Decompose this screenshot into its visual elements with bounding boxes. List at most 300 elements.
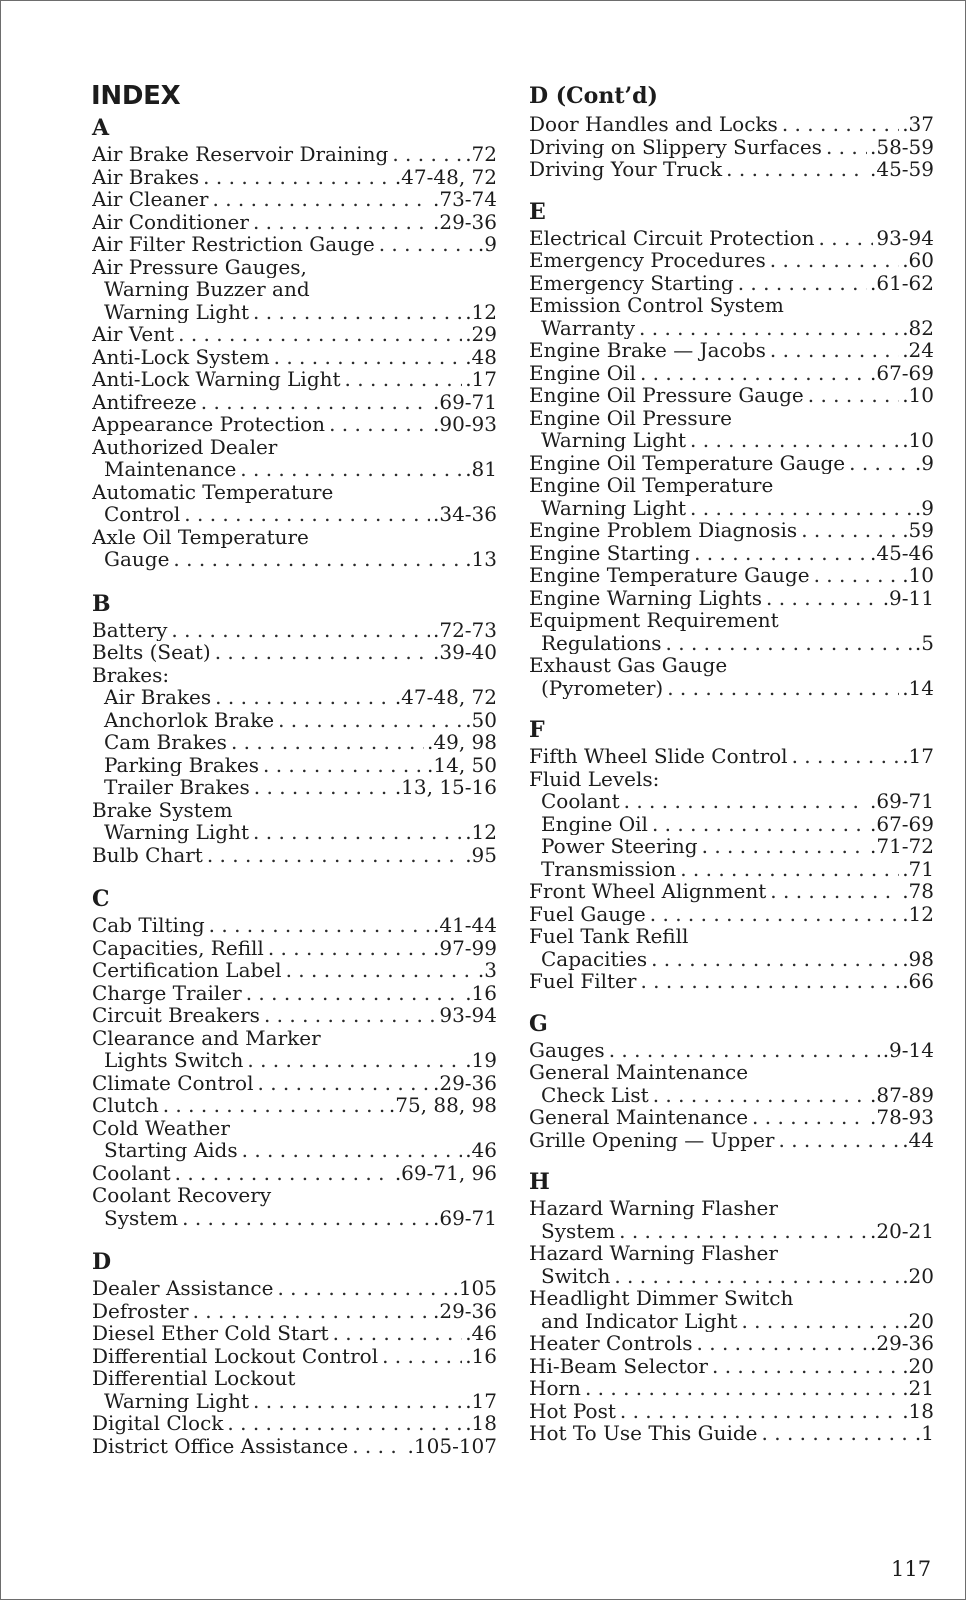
entry-page-ref: .20 <box>902 1264 934 1287</box>
dot-leader <box>680 858 899 881</box>
entry-term: Air Filter Restriction Gauge <box>92 233 375 256</box>
entry-page-ref: .13, 15-16 <box>394 776 497 799</box>
entry-term: Differential Lockout <box>92 1367 296 1390</box>
dot-leader <box>333 1322 463 1345</box>
entry-term: Gauges <box>529 1038 605 1061</box>
index-entry <box>92 959 497 982</box>
entry-term: Authorized Dealer <box>92 435 278 458</box>
entry-page-ref: .12 <box>902 902 934 925</box>
entry-page-ref: .9-14 <box>882 1038 934 1061</box>
dot-leader <box>209 914 430 937</box>
index-entry <box>529 790 934 813</box>
index-entry <box>529 677 934 700</box>
entry-page-ref: .50 <box>465 708 497 731</box>
entry-term: Bulb Chart <box>92 843 203 866</box>
entry-page-ref: .69-71 <box>869 790 934 813</box>
dot-leader <box>690 429 899 452</box>
entry-term: Power Steering <box>541 835 698 858</box>
index-entry <box>529 339 934 362</box>
entry-term: Parking Brakes <box>104 753 259 776</box>
index-entry <box>529 1377 934 1400</box>
entry-term: Engine Oil Pressure Gauge <box>529 384 804 407</box>
dot-leader <box>770 339 899 362</box>
entry-page-ref: .12 <box>465 821 497 844</box>
section-letter: H <box>529 1169 550 1195</box>
entry-page-ref: .29-36 <box>869 1332 934 1355</box>
entry-page-ref: .3 <box>477 959 497 982</box>
entry-term: Driving on Slippery Surfaces <box>529 135 822 158</box>
index-entry <box>529 632 934 655</box>
index-entry <box>529 609 934 632</box>
dot-leader <box>620 1400 899 1423</box>
entry-page-ref: .20-21 <box>869 1219 934 1242</box>
index-entry <box>529 158 934 181</box>
entry-term: Capacities <box>541 947 648 970</box>
entry-term: Engine Problem Diagnosis <box>529 519 798 542</box>
index-entry <box>529 1355 934 1378</box>
entry-term: Warning Buzzer and <box>104 278 310 301</box>
dot-leader <box>227 1412 462 1435</box>
entry-term: Cab Tilting <box>92 914 205 937</box>
dot-leader <box>652 813 867 836</box>
index-entry <box>529 1220 934 1243</box>
dot-leader <box>741 1310 899 1333</box>
entry-page-ref: .16 <box>465 981 497 1004</box>
dot-leader <box>178 323 462 346</box>
entry-term: Coolant Recovery <box>92 1184 272 1207</box>
entry-page-ref: .29 <box>465 323 497 346</box>
index-entry <box>529 654 934 677</box>
entry-term: Air Brakes <box>104 686 212 709</box>
entry-page-ref: .14 <box>902 676 934 699</box>
page-number: 117 <box>891 1557 932 1581</box>
dot-leader <box>826 136 867 159</box>
dot-leader <box>752 1106 867 1129</box>
dot-leader <box>801 519 899 542</box>
index-entry <box>92 664 497 687</box>
index-entry <box>529 1422 934 1445</box>
index-entry <box>92 1027 497 1050</box>
index-entry <box>92 391 497 414</box>
index-entry <box>92 1277 497 1300</box>
entry-term: Antifreeze <box>92 390 197 413</box>
entry-page-ref: .73-74 <box>432 188 497 211</box>
entry-term: Door Handles and Locks <box>529 113 778 136</box>
entry-term: Regulations <box>541 631 662 654</box>
entry-term: Gauge <box>104 548 170 571</box>
dot-leader <box>766 587 880 610</box>
entry-term: Dealer Assistance <box>92 1277 274 1300</box>
entry-page-ref: .13 <box>465 548 497 571</box>
index-entry <box>92 1435 497 1458</box>
index-entry <box>92 323 497 346</box>
index-entry <box>529 317 934 340</box>
entry-term: Warning Light <box>541 429 687 452</box>
entry-page-ref: .71-72 <box>869 835 934 858</box>
dot-leader <box>770 249 899 272</box>
section-letter: D (Cont’d) <box>529 83 658 109</box>
dot-leader <box>254 776 392 799</box>
entry-term: Emergency Procedures <box>529 249 766 272</box>
index-entry <box>92 143 497 166</box>
index-entry <box>529 1039 934 1062</box>
entry-page-ref: .24 <box>902 339 934 362</box>
entry-term: Engine Oil Temperature Gauge <box>529 451 846 474</box>
entry-term: Appearance Protection <box>92 413 326 436</box>
entry-term: Air Conditioner <box>92 210 249 233</box>
entry-term: Engine Temperature Gauge <box>529 564 810 587</box>
entry-page-ref: .72 <box>465 143 497 166</box>
entry-term: Driving Your Truck <box>529 158 723 181</box>
index-entry <box>92 1162 497 1185</box>
entry-page-ref: .9 <box>914 451 934 474</box>
entry-page-ref: .46 <box>465 1322 497 1345</box>
entry-term: General Maintenance <box>529 1061 749 1084</box>
index-entry <box>529 564 934 587</box>
entry-page-ref: .78 <box>902 880 934 903</box>
entry-term: Air Pressure Gauges, <box>92 255 307 278</box>
entry-page-ref: .81 <box>465 458 497 481</box>
entry-page-ref: .46 <box>465 1139 497 1162</box>
entry-page-ref: .66 <box>902 970 934 993</box>
dot-leader <box>653 1084 867 1107</box>
right-index-sections <box>529 79 934 1445</box>
left-column <box>92 79 497 1457</box>
index-entry <box>92 1207 497 1230</box>
index-entry <box>529 1400 934 1423</box>
dot-leader <box>849 452 912 475</box>
right-column <box>529 79 934 1445</box>
entry-term: Automatic Temperature <box>92 480 334 503</box>
index-entry <box>529 1084 934 1107</box>
entry-term: Hazard Warning Flasher <box>529 1242 778 1265</box>
entry-page-ref: .9-11 <box>882 586 934 609</box>
dot-leader <box>274 346 463 369</box>
entry-page-ref: 93-94 <box>876 226 934 249</box>
dot-leader <box>667 677 899 700</box>
index-entry <box>92 619 497 642</box>
dot-leader <box>246 982 463 1005</box>
entry-term: Lights Switch <box>104 1049 244 1072</box>
entry-term: Equipment Requirement <box>529 609 779 632</box>
entry-term: Control <box>104 503 181 526</box>
entry-term: Engine Brake — Jacobs <box>529 339 766 362</box>
dot-leader <box>392 143 462 166</box>
entry-page-ref: .29-36 <box>432 210 497 233</box>
dot-leader <box>182 1207 430 1230</box>
dot-leader <box>702 835 867 858</box>
entry-term: Grille Opening — Upper <box>529 1128 775 1151</box>
index-entry <box>529 272 934 295</box>
entry-term: Battery <box>92 618 168 641</box>
index-entry <box>92 686 497 709</box>
section-letter: A <box>92 115 110 141</box>
index-entry <box>92 368 497 391</box>
dot-leader <box>215 686 392 709</box>
dot-leader <box>639 317 899 340</box>
entry-page-ref: 93-94 <box>439 1004 497 1027</box>
entry-page-ref: .37 <box>902 113 934 136</box>
dot-leader <box>213 188 430 211</box>
index-entry <box>92 709 497 732</box>
index-entry <box>92 256 497 279</box>
dot-leader <box>253 1390 462 1413</box>
entry-page-ref: .29-36 <box>432 1299 497 1322</box>
section-letter: F <box>529 717 545 743</box>
section-gap <box>529 699 934 715</box>
dot-leader <box>650 903 899 926</box>
entry-page-ref: .47-48, 72 <box>394 686 497 709</box>
section-letter: E <box>529 198 546 225</box>
index-entry <box>529 858 934 881</box>
entry-term: Diesel Ether Cold Start <box>92 1322 329 1345</box>
entry-page-ref: .97-99 <box>432 936 497 959</box>
dot-leader <box>640 970 899 993</box>
entry-term: Engine Oil Temperature <box>529 474 774 497</box>
index-entry <box>529 542 934 565</box>
dot-leader <box>171 619 430 642</box>
entry-page-ref: .5 <box>914 631 934 654</box>
entry-page-ref: .69-71 <box>432 1206 497 1229</box>
entry-term: Hot Post <box>529 1399 616 1422</box>
index-entry <box>529 835 934 858</box>
dot-leader <box>263 754 424 777</box>
section-gap <box>92 1229 497 1247</box>
entry-page-ref: .21 <box>902 1377 934 1400</box>
left-index-sections <box>92 113 497 1457</box>
entry-term: Air Brake Reservoir Draining <box>92 143 389 166</box>
entry-page-ref: .17 <box>902 745 934 768</box>
dot-leader <box>215 641 430 664</box>
index-entry <box>92 1345 497 1368</box>
index-entry <box>92 481 497 504</box>
entry-term: Capacities, Refill <box>92 936 264 959</box>
dot-leader <box>253 821 462 844</box>
entry-term: Cam Brakes <box>104 731 227 754</box>
section-gap <box>92 571 497 589</box>
dot-leader <box>201 391 430 414</box>
dot-leader <box>779 1129 900 1152</box>
entry-page-ref: .49, 98 <box>427 731 497 754</box>
index-entry <box>529 249 934 272</box>
dot-leader <box>690 497 912 520</box>
entry-page-ref: .29-36 <box>432 1071 497 1094</box>
entry-page-ref: .69-71 <box>432 390 497 413</box>
index-entry <box>92 436 497 459</box>
dot-leader <box>193 1300 430 1323</box>
index-entry <box>92 799 497 822</box>
entry-term: Warning Light <box>104 1389 250 1412</box>
page-title: INDEX <box>91 81 181 111</box>
index-entry <box>92 548 497 571</box>
entry-term: Axle Oil Temperature <box>92 525 309 548</box>
index-entry <box>92 526 497 549</box>
index-entry <box>529 970 934 993</box>
entry-term: Certification Label <box>92 959 282 982</box>
index-entry <box>529 587 934 610</box>
section-gap <box>529 1151 934 1167</box>
dot-leader <box>726 158 867 181</box>
index-entry <box>92 1139 497 1162</box>
entry-term: (Pyrometer) <box>541 676 664 699</box>
index-entry <box>529 1061 934 1084</box>
entry-term: Clutch <box>92 1094 159 1117</box>
dot-leader <box>762 1422 912 1445</box>
index-entry <box>92 1367 497 1390</box>
entry-page-ref: .44 <box>902 1128 934 1151</box>
index-entry <box>529 745 934 768</box>
section-letter: C <box>92 886 110 912</box>
entry-page-ref: .78-93 <box>869 1106 934 1129</box>
index-entry <box>529 362 934 385</box>
entry-term: Climate Control <box>92 1071 254 1094</box>
entry-term: Belts (Seat) <box>92 641 211 664</box>
index-entry <box>529 813 934 836</box>
entry-term: Maintenance <box>104 458 237 481</box>
dot-leader <box>163 1094 386 1117</box>
entry-term: Defroster <box>92 1299 189 1322</box>
index-entry <box>92 188 497 211</box>
dot-leader <box>666 632 912 655</box>
entry-term: Coolant <box>92 1161 171 1184</box>
dot-leader <box>808 384 899 407</box>
entry-term: Air Brakes <box>92 165 200 188</box>
index-entry <box>92 1117 497 1140</box>
entry-term: Engine Starting <box>529 541 691 564</box>
entry-page-ref: .1 <box>914 1422 934 1445</box>
dot-leader <box>782 113 899 136</box>
index-entry <box>529 903 934 926</box>
entry-term: Electrical Circuit Protection <box>529 226 815 249</box>
index-entry <box>529 1242 934 1265</box>
entry-term: General Maintenance <box>529 1106 749 1129</box>
entry-term: Hazard Warning Flasher <box>529 1197 778 1220</box>
index-entry <box>529 384 934 407</box>
index-entry <box>92 1390 497 1413</box>
dot-leader <box>286 959 475 982</box>
entry-term: Trailer Brakes <box>104 776 250 799</box>
entry-term: Fuel Filter <box>529 970 637 993</box>
entry-term: Anti-Lock System <box>92 345 270 368</box>
dot-leader <box>268 937 430 960</box>
entry-term: Warranty <box>541 316 636 339</box>
entry-term: Check List <box>541 1083 649 1106</box>
dot-leader <box>585 1377 899 1400</box>
entry-term: Anti-Lock Warning Light <box>92 368 341 391</box>
entry-term: Heater Controls <box>529 1332 693 1355</box>
dot-leader <box>278 709 462 732</box>
entry-term: Transmission <box>541 857 677 880</box>
dot-leader <box>242 1139 463 1162</box>
entry-page-ref: .19 <box>465 1049 497 1072</box>
entry-term: Brake System <box>92 798 233 821</box>
entry-term: System <box>104 1206 179 1229</box>
entry-page-ref: .67-69 <box>869 812 934 835</box>
entry-page-ref: .59 <box>902 519 934 542</box>
entry-term: Coolant <box>541 790 620 813</box>
entry-page-ref: .60 <box>902 249 934 272</box>
index-entry <box>92 1322 497 1345</box>
index-entry <box>92 413 497 436</box>
dot-leader <box>345 368 463 391</box>
index-entry <box>92 346 497 369</box>
entry-page-ref: .58-59 <box>869 135 934 158</box>
dot-leader <box>379 233 475 256</box>
dot-leader <box>382 1345 462 1368</box>
entry-term: Exhaust Gas Gauge <box>529 654 728 677</box>
dot-leader <box>614 1265 899 1288</box>
index-entry <box>529 925 934 948</box>
index-entry <box>92 982 497 1005</box>
dot-leader <box>352 1435 404 1458</box>
entry-term: Front Wheel Alignment <box>529 880 767 903</box>
index-entry <box>529 880 934 903</box>
index-entry <box>529 1287 934 1310</box>
entry-page-ref: .10 <box>902 429 934 452</box>
entry-page-ref: .75, 88, 98 <box>388 1094 497 1117</box>
dot-leader <box>792 745 900 768</box>
dot-leader <box>819 227 874 250</box>
index-entry <box>92 301 497 324</box>
entry-term: Engine Warning Lights <box>529 586 763 609</box>
entry-page-ref: .18 <box>902 1399 934 1422</box>
index-entry <box>529 474 934 497</box>
dot-leader <box>184 503 430 526</box>
index-entry <box>529 1197 934 1220</box>
index-entry <box>529 227 934 250</box>
dot-leader <box>624 790 867 813</box>
entry-page-ref: .105-107 <box>407 1434 497 1457</box>
dot-leader <box>640 362 867 385</box>
entry-term: Starting Aids <box>104 1139 238 1162</box>
index-entry <box>529 136 934 159</box>
index-entry <box>529 429 934 452</box>
entry-page-ref: .71 <box>902 857 934 880</box>
entry-term: Differential Lockout Control <box>92 1344 379 1367</box>
dot-leader <box>770 880 899 903</box>
index-entry <box>92 1072 497 1095</box>
dot-leader <box>697 1332 867 1355</box>
section-letter: D <box>92 1249 112 1275</box>
index-entry <box>529 948 934 971</box>
entry-term: Fuel Tank Refill <box>529 925 689 948</box>
dot-leader <box>247 1049 462 1072</box>
entry-term: Emergency Starting <box>529 271 734 294</box>
dot-leader <box>207 844 462 867</box>
index-entry <box>92 458 497 481</box>
index-entry <box>92 1004 497 1027</box>
entry-page-ref: .20 <box>902 1309 934 1332</box>
dot-leader <box>619 1220 867 1243</box>
dot-leader <box>329 413 430 436</box>
index-entry <box>92 754 497 777</box>
index-entry <box>92 1094 497 1117</box>
entry-page-ref: .45-59 <box>869 158 934 181</box>
index-entry <box>92 1300 497 1323</box>
index-entry <box>529 294 934 317</box>
entry-page-ref: .95 <box>465 843 497 866</box>
entry-term: Engine Oil <box>541 812 648 835</box>
entry-page-ref: .39-40 <box>432 641 497 664</box>
dot-leader <box>277 1277 449 1300</box>
index-entry <box>529 452 934 475</box>
index-entry <box>529 1129 934 1152</box>
index-entry <box>92 821 497 844</box>
index-entry <box>92 776 497 799</box>
index-entry <box>529 1310 934 1333</box>
entry-page-ref: .18 <box>465 1412 497 1435</box>
entry-page-ref: .17 <box>465 1389 497 1412</box>
